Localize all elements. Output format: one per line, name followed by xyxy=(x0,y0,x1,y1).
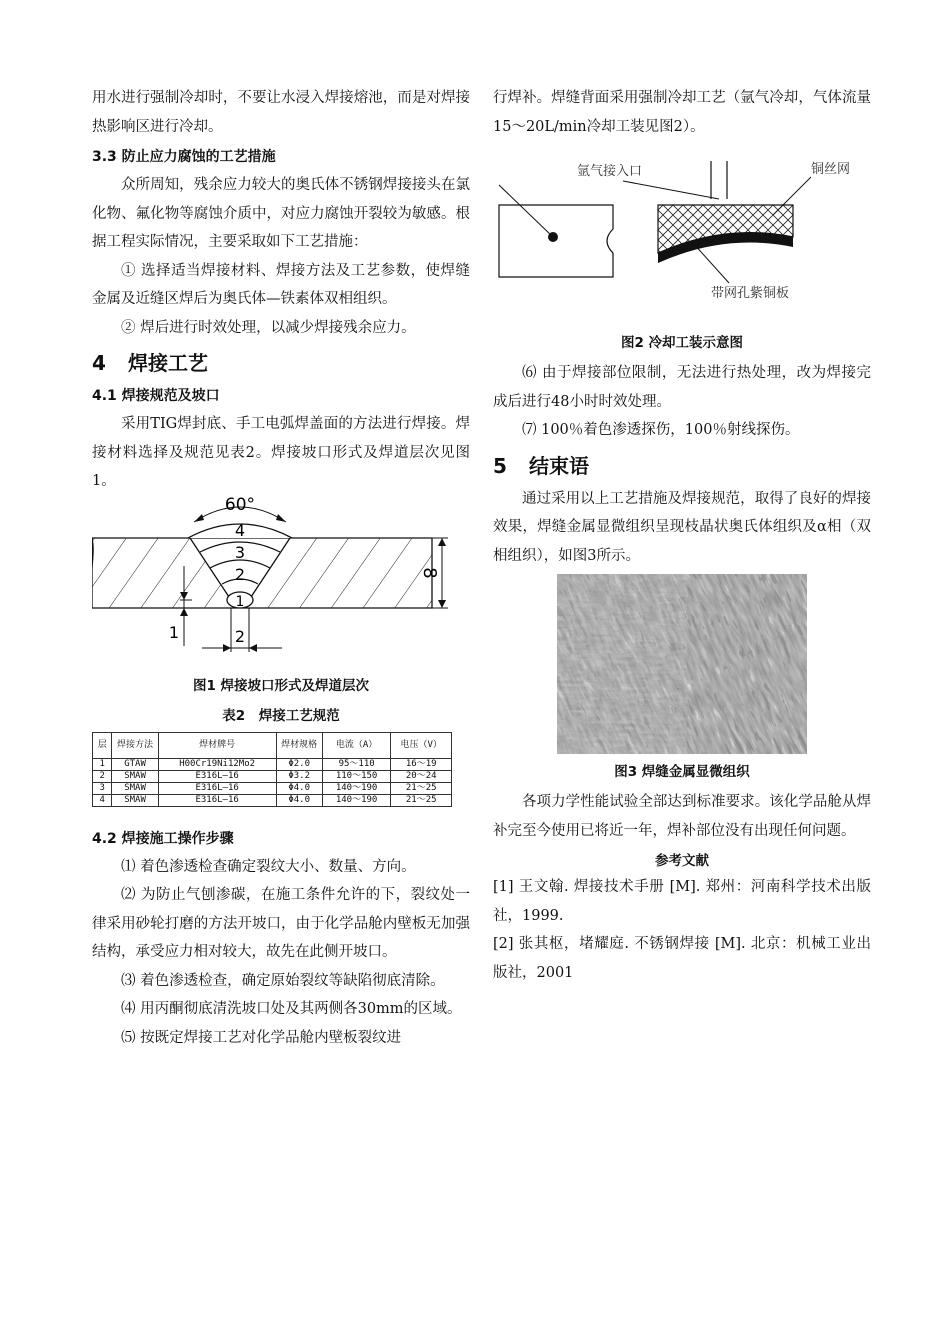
table-header: 层 xyxy=(93,732,112,758)
table-cell: E316L—16 xyxy=(158,770,276,782)
paragraph: 采用TIG焊封底、手工电弧焊盖面的方法进行焊接。焊接材料选择及规范见表2。焊接坡口形式及焊道层次见图1。 xyxy=(92,416,470,489)
table-header: 电流（A） xyxy=(322,732,391,758)
section-title: 结束语 xyxy=(529,453,589,478)
copper-mesh-label: 铜丝网 xyxy=(811,162,851,177)
table-cell: 21～25 xyxy=(391,794,452,806)
table-cell: SMAW xyxy=(112,770,158,782)
references-title: 参考文献 xyxy=(655,853,709,869)
table-row xyxy=(93,782,452,794)
table-cell: 16～19 xyxy=(391,758,452,770)
subsection-heading-4-2: 4.2 焊接施工操作步骤 xyxy=(92,830,234,847)
section-number: 5 xyxy=(493,453,507,478)
step-6: ⑹ 由于焊接部位限制，无法进行热处理，改为焊接完成后进行48小时时效处理。 xyxy=(493,365,871,410)
welding-spec-table xyxy=(92,732,452,807)
table-row xyxy=(93,758,452,770)
gap-label: 2 xyxy=(234,626,246,646)
thickness-label: 8 xyxy=(419,566,440,579)
step-2: ⑵ 为防止气刨渗碳，在施工条件允许的下，裂纹处一律采用砂轮打磨的方法开坡口，由于化学品舱内壁板无加强结构，承受应力相对较大，故先在此侧开坡口。 xyxy=(92,887,470,960)
table-cell: Φ4.0 xyxy=(276,782,322,794)
table-cell: Φ2.0 xyxy=(276,758,322,770)
pass-label: 3 xyxy=(234,542,246,562)
copper-plate-label: 带网孔紫铜板 xyxy=(711,286,790,301)
section-title: 焊接工艺 xyxy=(128,351,208,375)
paragraph: 各项力学性能试验全部达到标准要求。该化学品舱从焊补完至今使用已将近一年，焊补部位没有出现任何问题。 xyxy=(493,794,871,839)
pass-label: 1 xyxy=(235,593,245,610)
figure-1-caption: 图1 焊接坡口形式及焊道层次 xyxy=(192,677,370,694)
table-cell: Φ4.0 xyxy=(276,794,322,806)
paragraph: 众所周知，残余应力较大的奥氏体不锈钢焊接接头在氯化物、氟化物等腐蚀介质中，对应力腐蚀开裂较为敏感。根据工程实际情况，主要采取如下工艺措施： xyxy=(92,177,470,250)
table-cell: H00Cr19Ni12Mo2 xyxy=(158,758,276,770)
paragraph: 通过采用以上工艺措施及焊接规范，取得了良好的焊接效果，焊缝金属显微组织呈现枝晶状奥氏体组织及α相（双相组织），如图3所示。 xyxy=(493,490,871,564)
section-number: 4 xyxy=(92,351,106,375)
table-cell: E316L—16 xyxy=(158,794,276,806)
figure-1-groove-diagram xyxy=(92,496,470,668)
table-cell: 3 xyxy=(93,782,112,794)
left-column xyxy=(92,84,470,1052)
table-cell: 1 xyxy=(93,758,112,770)
reference-item: [1] 王文翰. 焊接技术手册 [M]. 郑州：河南科学技术出版社，1999. xyxy=(493,879,871,924)
table-cell: 4 xyxy=(93,794,112,806)
table-row xyxy=(93,770,452,782)
figure-2-caption: 图2 冷却工装示意图 xyxy=(620,335,744,351)
root-face-label: 1 xyxy=(168,622,180,642)
angle-label: 60° xyxy=(224,495,256,515)
argon-inlet-label: 氩气接入口 xyxy=(577,164,643,179)
table-cell: 21～25 xyxy=(391,782,452,794)
section-heading-5 xyxy=(493,449,871,483)
step-7: ⑺ 100％着色渗透探伤，100％射线探伤。 xyxy=(522,422,800,438)
step-4: ⑷ 用丙酮彻底清洗坡口处及其两侧各30mm的区域。 xyxy=(121,1001,462,1017)
paragraph: 用水进行强制冷却时，不要让水浸入焊接熔池，而是对焊接热影响区进行冷却。 xyxy=(92,90,470,135)
table-cell: SMAW xyxy=(112,794,158,806)
step-3: ⑶ 着色渗透检查，确定原始裂纹等缺陷彻底清除。 xyxy=(121,972,445,989)
reference-item: [2] 张其枢，堵耀庭. 不锈钢焊接 [M]. 北京：机械工业出版社，2001 xyxy=(493,936,871,981)
pass-label: 2 xyxy=(234,564,246,584)
step-1: ⑴ 着色渗透检查确定裂纹大小、数量、方向。 xyxy=(121,858,416,875)
figure-3-caption: 图3 焊缝金属显微组织 xyxy=(614,764,750,780)
paragraph: ② 焊后进行时效处理，以减少焊接残余应力。 xyxy=(121,319,416,336)
section-heading-4 xyxy=(92,346,470,380)
table-row xyxy=(93,794,452,806)
table-cell: SMAW xyxy=(112,782,158,794)
table-header: 焊材规格 xyxy=(276,732,322,758)
table-2-caption: 表2 焊接工艺规范 xyxy=(222,707,340,724)
figure-2-cooling-fixture-diagram xyxy=(493,145,871,345)
table-cell: 140～190 xyxy=(322,794,391,806)
figure-3-micrograph xyxy=(557,574,807,754)
table-cell: E316L—16 xyxy=(158,782,276,794)
right-column xyxy=(493,84,871,987)
table-header: 焊接方法 xyxy=(112,732,158,758)
table-cell: 20～24 xyxy=(391,770,452,782)
paragraph: 行焊补。焊缝背面采用强制冷却工艺（氩气冷却，气体流量15～20L/min冷却工装见图2）。 xyxy=(493,90,871,135)
table-header: 电压（V） xyxy=(391,732,452,758)
subsection-heading-4-1: 4.1 焊接规范及坡口 xyxy=(92,388,220,404)
subsection-heading-3-3: 3.3 防止应力腐蚀的工艺措施 xyxy=(92,149,276,165)
table-header-row xyxy=(93,732,452,758)
table-cell: 2 xyxy=(93,770,112,782)
table-header: 焊材牌号 xyxy=(158,732,276,758)
table-cell: 110～150 xyxy=(322,770,391,782)
table-cell: GTAW xyxy=(112,758,158,770)
table-cell: 95～110 xyxy=(322,758,391,770)
pass-label: 4 xyxy=(234,520,246,540)
paragraph: ① 选择适当焊接材料、焊接方法及工艺参数，使焊缝金属及近缝区焊后为奥氏体—铁素体双相组织。 xyxy=(92,262,470,307)
table-cell: 140～190 xyxy=(322,782,391,794)
table-cell: Φ3.2 xyxy=(276,770,322,782)
step-5: ⑸ 按既定焊接工艺对化学品舱内壁板裂纹进 xyxy=(121,1029,402,1046)
